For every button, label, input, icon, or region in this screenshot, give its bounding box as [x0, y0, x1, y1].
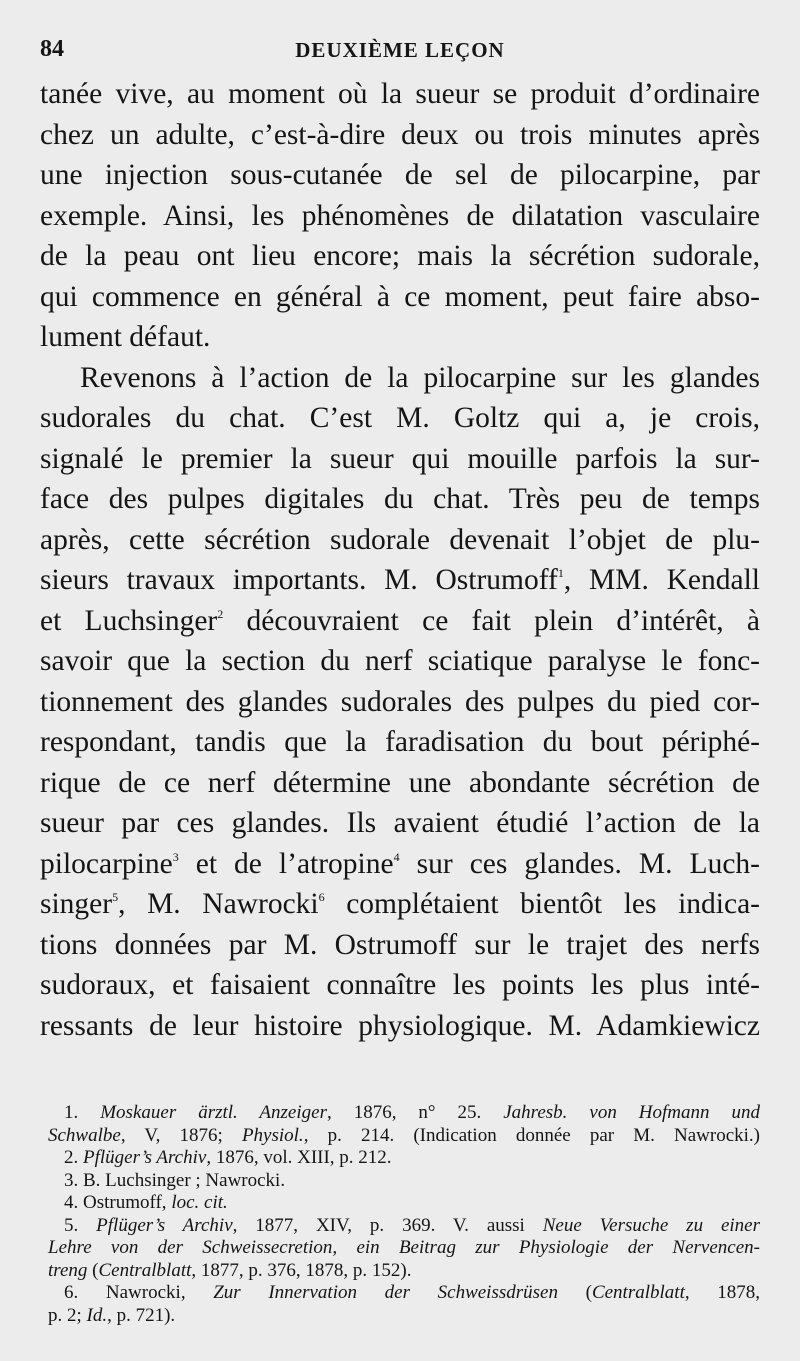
- footnote-1: [48, 1102, 760, 1125]
- running-head: [40, 36, 760, 74]
- text-line: sueur par ces glandes. Ils avaient étudié l’action de la: [40, 807, 760, 839]
- footnote-6-cont: [48, 1305, 760, 1328]
- footnote-5-cont: [48, 1237, 760, 1260]
- citation-title: Lehre von der Schweissecretion, ein Beitrag zur Physiologie der Nervencen-: [48, 1237, 760, 1258]
- citation-title: Id.: [86, 1304, 108, 1326]
- text-line: qui commence en général à ce moment, peut faire abso-: [40, 280, 760, 313]
- footnote-1-cont: [48, 1125, 760, 1148]
- citation-title: treng: [48, 1259, 88, 1281]
- page-number: 84: [40, 36, 64, 62]
- paragraph-2: [40, 358, 760, 1047]
- citation-title: Moskauer ärztl. Anzeiger: [100, 1102, 327, 1123]
- citation-title: Centralblatt: [591, 1282, 685, 1303]
- footnote-ref: 6: [318, 890, 325, 904]
- text-line: [40, 601, 760, 642]
- footnote-number: 5.: [64, 1214, 97, 1236]
- citation-title: loc. cit.: [171, 1192, 228, 1213]
- text-fragment: pilocarpine: [40, 847, 173, 880]
- text-line: sudorales du chat. C’est M. Goltz qui a, je crois,: [40, 402, 760, 434]
- text-line: face des pulpes digitales du chat. Très peu de temps: [40, 483, 760, 515]
- footnote-3: 3. B. Luchsinger ; Nawrocki.: [64, 1169, 286, 1191]
- footnotes: [48, 1102, 760, 1327]
- footnote-ref: 4: [393, 849, 400, 864]
- body-text: [40, 74, 760, 1046]
- text-line: chez un adulte, c’est-à-dire deux ou trois minutes après: [40, 118, 760, 151]
- text-fragment: , 1877, XIV, p. 369. V. aussi: [232, 1214, 543, 1236]
- citation-title: Physiol.: [241, 1124, 304, 1146]
- text-fragment: , V, 1876;: [120, 1124, 242, 1146]
- footnote-5: [48, 1215, 760, 1238]
- text-line: après, cette sécrétion sudorale devenait l’objet de plu-: [40, 523, 760, 556]
- text-fragment: , MM. Kendall: [563, 564, 760, 596]
- footnote-ref: 3: [172, 849, 179, 864]
- text-fragment: , M. Nawrocki: [118, 888, 319, 920]
- text-line: sudoraux, et faisaient connaître les points les plus inté-: [40, 969, 760, 1001]
- footnote-ref: 1: [557, 566, 564, 580]
- text-fragment: p. 2;: [48, 1304, 87, 1326]
- footnote-number: 2.: [64, 1147, 83, 1168]
- text-line: [40, 560, 760, 601]
- text-line: [40, 844, 760, 885]
- text-fragment: sieurs travaux importants. M. Ostrumoff: [40, 564, 558, 596]
- text-fragment: 6. Nawrocki,: [64, 1282, 214, 1303]
- text-line: une injection sous-cutanée de sel de pilocarpine, par: [40, 159, 760, 191]
- citation-title: Centralblatt: [98, 1259, 192, 1281]
- text-line: signalé le premier la sueur qui mouille parfois la sur-: [40, 442, 760, 475]
- text-line: Revenons à l’action de la pilocarpine sur les glandes: [80, 361, 760, 394]
- text-fragment: , 1878,: [684, 1282, 761, 1303]
- citation-title: Zur Innervation der Schweissdrüsen: [213, 1282, 558, 1303]
- text-line: exemple. Ainsi, les phénomènes de dilatation vasculaire: [40, 199, 760, 232]
- text-fragment: , 1876, n° 25.: [326, 1102, 504, 1123]
- footnote-ref: 2: [217, 606, 224, 621]
- text-line: [40, 884, 760, 925]
- footnote-ref: 5: [112, 890, 119, 904]
- chapter-title: DEUXIÈME LEÇON: [295, 38, 505, 62]
- paragraph-1: [40, 74, 760, 358]
- text-fragment: , 1876, vol. XIII, p. 212.: [206, 1147, 392, 1168]
- text-line: tanée vive, au moment où la sueur se produit d’ordinaire: [40, 78, 760, 110]
- text-fragment: , 1877, p. 376, 1878, p. 152).: [191, 1259, 412, 1281]
- citation-title: Neue Versuche zu einer: [542, 1214, 761, 1236]
- citation-title: Pflüger’s Archiv: [83, 1147, 207, 1168]
- text-fragment: découvraient ce fait plein d’intérêt, à: [223, 604, 761, 637]
- text-fragment: et Luchsinger: [40, 604, 218, 637]
- text-fragment: sur ces glandes. M. Luch-: [399, 847, 760, 880]
- text-line: tions données par M. Ostrumoff sur le trajet des nerfs: [40, 928, 760, 961]
- text-fragment: singer: [40, 888, 113, 920]
- text-line: rique de ce nerf détermine une abondante sécrétion de: [40, 766, 760, 799]
- footnote-4: [48, 1192, 760, 1215]
- text-line: respondant, tandis que la faradisation du bout périphé-: [40, 726, 760, 758]
- citation-title: Jahresb. von Hofmann und: [503, 1102, 760, 1123]
- citation-title: Schwalbe: [48, 1124, 121, 1146]
- footnote-2: [48, 1147, 760, 1170]
- text-fragment: 4. Ostrumoff,: [64, 1192, 172, 1213]
- text-line: savoir que la section du nerf sciatique paralyse le fonc-: [40, 645, 760, 677]
- text-fragment: et de l’atropine: [178, 847, 394, 880]
- text-line: lument défaut.: [40, 321, 211, 353]
- footnote-6: [48, 1282, 760, 1305]
- citation-title: Pflüger’s Archiv: [96, 1214, 233, 1236]
- text-fragment: complétaient bientôt les indica-: [324, 888, 760, 920]
- text-fragment: (: [87, 1259, 99, 1281]
- text-fragment: , p. 721).: [107, 1304, 176, 1326]
- text-fragment: (: [557, 1282, 592, 1303]
- footnote-number: 1.: [64, 1102, 101, 1123]
- text-line: tionnement des glandes sudorales des pulpes du pied cor-: [40, 685, 760, 718]
- footnote-5-cont: [48, 1260, 760, 1283]
- text-line: ressants de leur histoire physiologique. M. Adamkiewicz: [40, 1009, 760, 1042]
- text-fragment: , p. 214. (Indication donnée par M. Nawrocki.): [303, 1124, 760, 1146]
- text-line: de la peau ont lieu encore; mais la sécrétion sudorale,: [40, 240, 760, 272]
